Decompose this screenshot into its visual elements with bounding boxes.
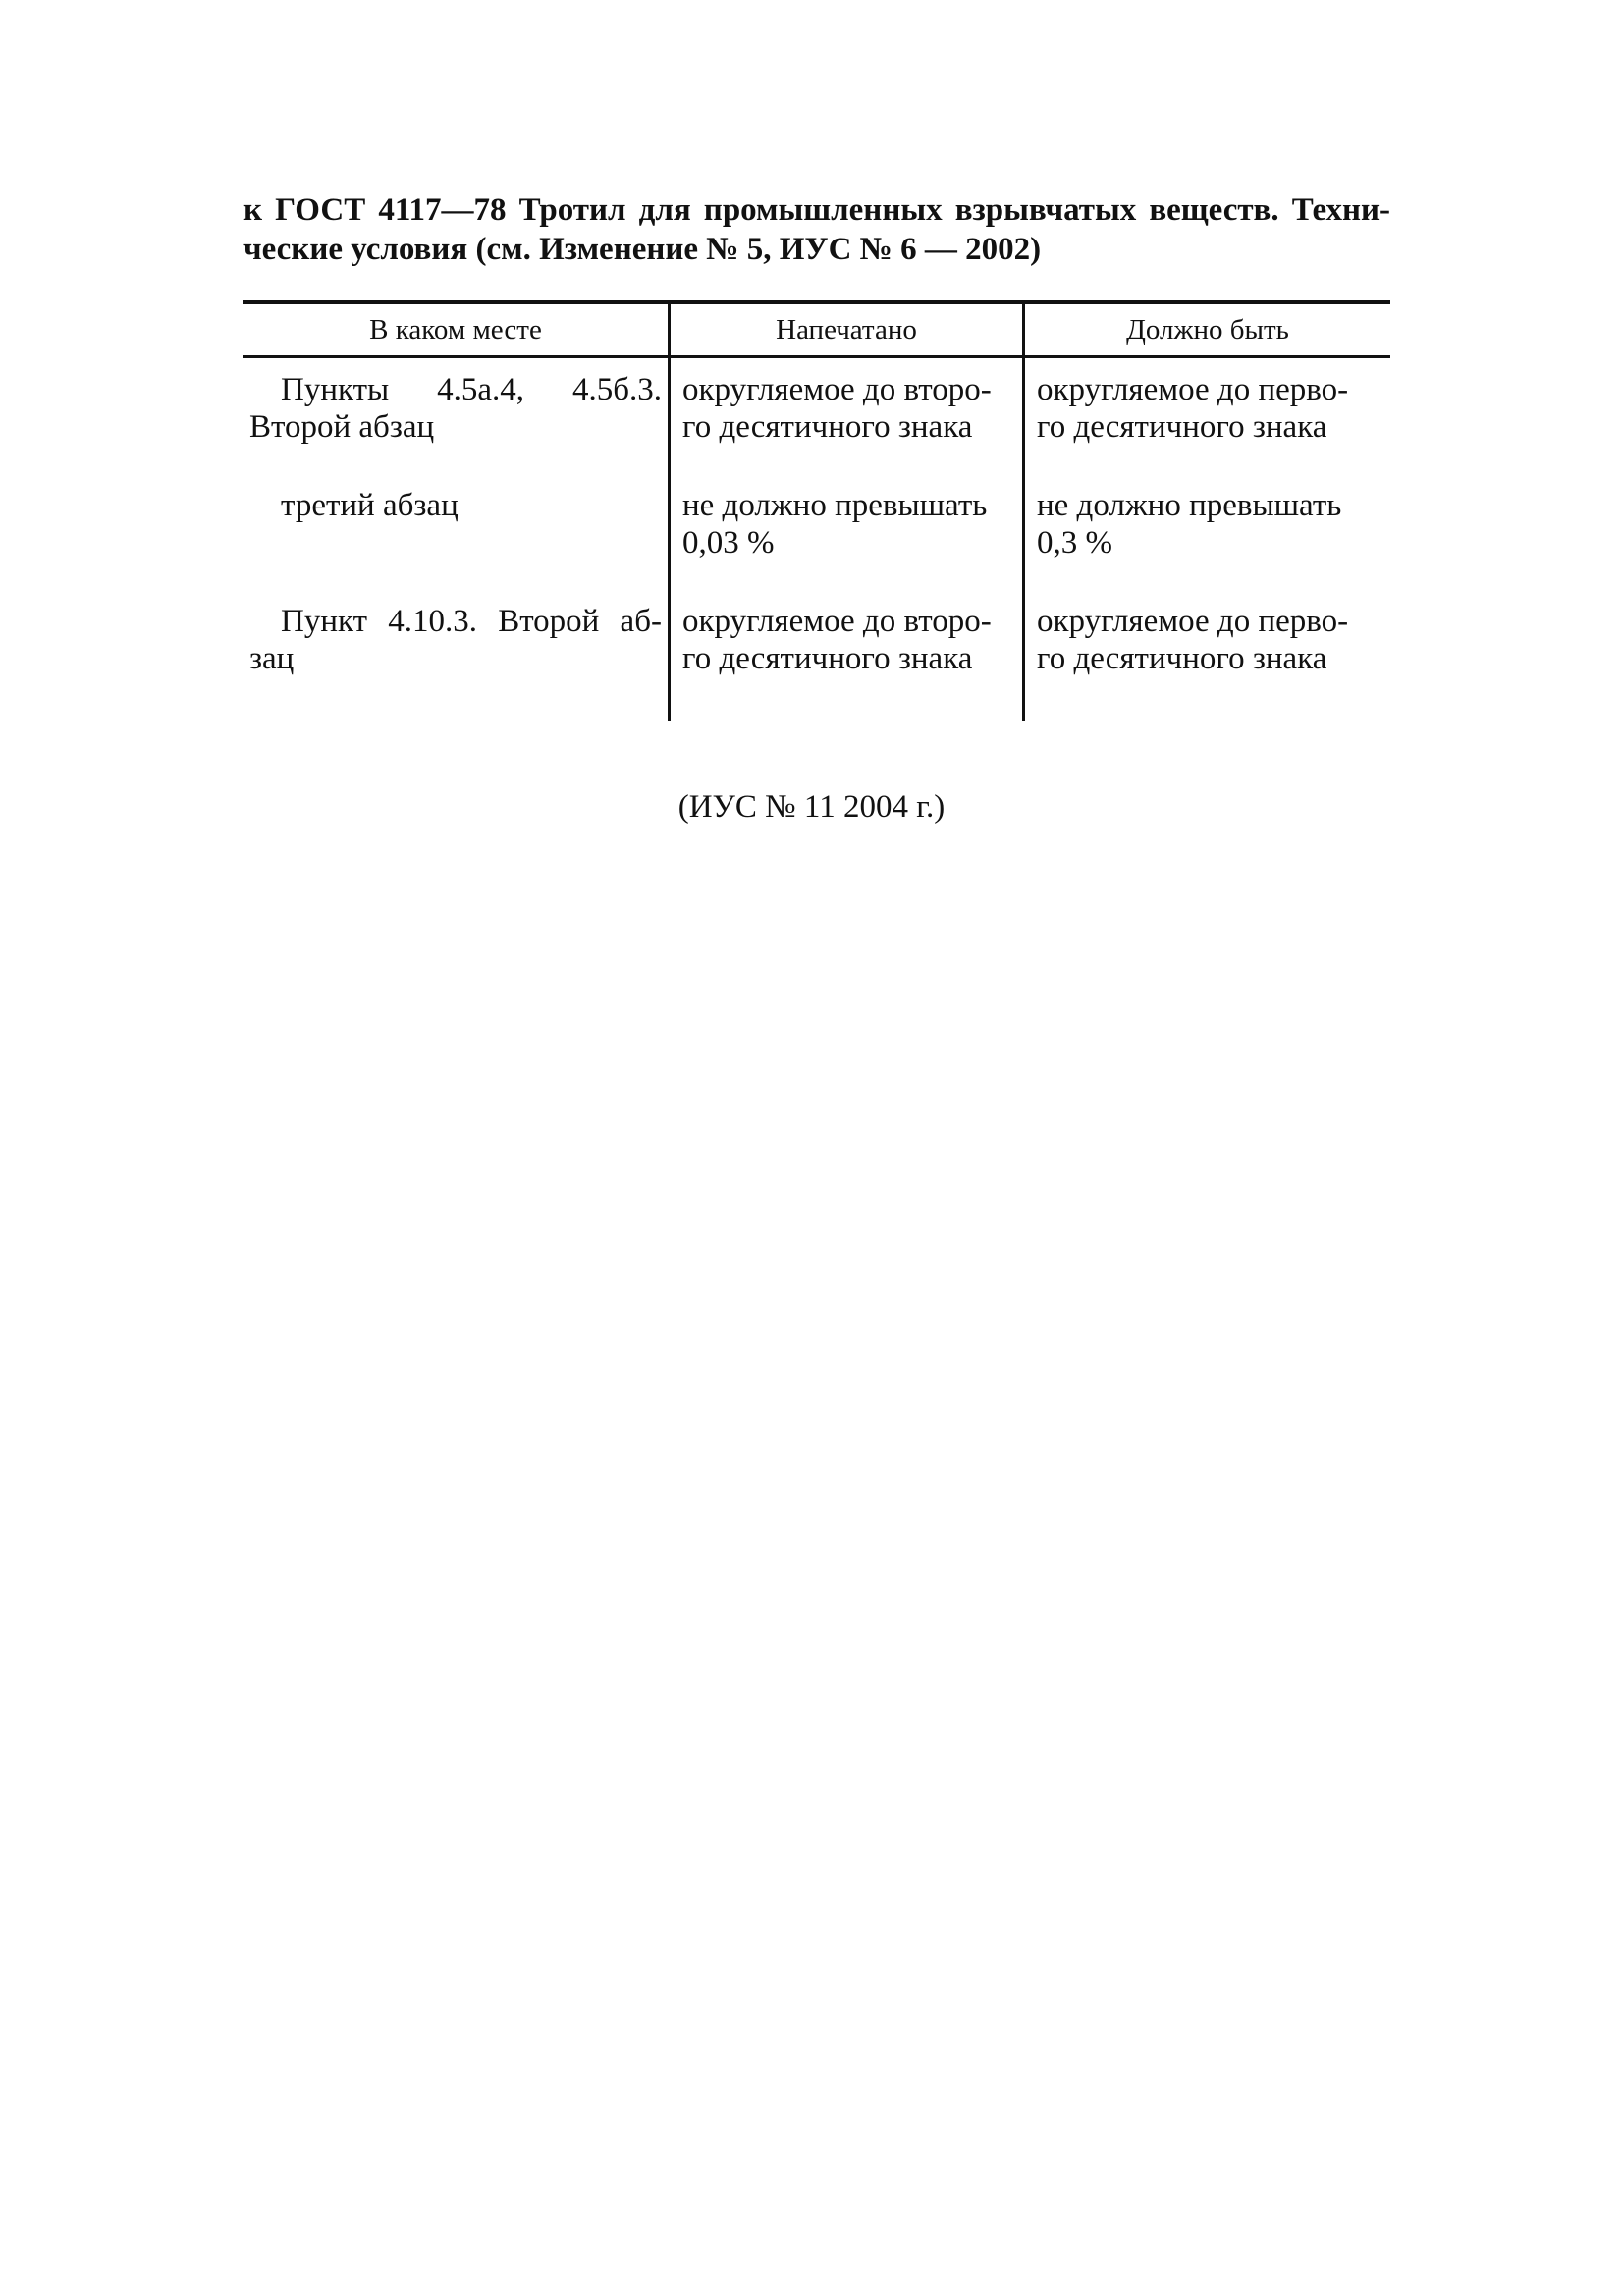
row-2-should-be xyxy=(1037,487,1390,561)
table-header-rule xyxy=(243,355,1390,358)
column-divider-2 xyxy=(1022,304,1025,721)
row-3-printed-line-2: го десятичного знака xyxy=(682,641,973,676)
row-2-place-line-1: третий абзац xyxy=(281,488,459,523)
row-1-printed xyxy=(682,371,1018,446)
row-1-should-be-line-2: го десятичного знака xyxy=(1037,409,1327,445)
row-3-place-line-2: зац xyxy=(249,641,295,676)
document-title xyxy=(243,190,1390,269)
row-1-printed-line-1: округляемое до второ- xyxy=(682,372,992,407)
row-3-should-be-line-1: округляемое до перво- xyxy=(1037,604,1349,639)
row-3-place xyxy=(249,603,662,677)
row-3-place-line-1: Пункт 4.10.3. Второй аб- xyxy=(281,604,662,639)
row-1-printed-line-2: го десятичного знака xyxy=(682,409,973,445)
row-1-place xyxy=(249,371,662,446)
column-divider-1 xyxy=(668,304,671,721)
table-top-rule xyxy=(243,300,1390,304)
header-place: В каком месте xyxy=(369,314,542,346)
row-3-should-be-line-2: го десятичного знака xyxy=(1037,641,1327,676)
row-2-should-be-line-2: 0,3 % xyxy=(1037,525,1112,561)
row-3-printed xyxy=(682,603,1018,677)
row-3-printed-line-1: округляемое до второ- xyxy=(682,604,992,639)
row-3-should-be xyxy=(1037,603,1390,677)
title-line-2: ческие условия (см. Изменение № 5, ИУС № 6 — 2002) xyxy=(243,232,1042,267)
header-printed: Напечатано xyxy=(776,314,917,346)
row-2-printed xyxy=(682,487,1018,561)
row-2-place xyxy=(249,487,662,524)
row-2-should-be-line-1: не должно превышать xyxy=(1037,488,1342,523)
row-2-printed-line-1: не должно превышать xyxy=(682,488,988,523)
amendment-table xyxy=(243,300,1390,721)
row-2-printed-line-2: 0,03 % xyxy=(682,525,775,561)
title-line-1: к ГОСТ 4117—78 Тротил для промышленных взрывчатых веществ. Техни- xyxy=(243,192,1390,228)
row-1-should-be xyxy=(1037,371,1390,446)
row-1-place-line-1: Пункты 4.5а.4, 4.5б.3. xyxy=(281,372,662,407)
header-should-be: Должно быть xyxy=(1126,314,1289,346)
row-1-should-be-line-1: округляемое до перво- xyxy=(1037,372,1349,407)
footer-reference: (ИУС № 11 2004 г.) xyxy=(677,789,946,825)
row-1-place-line-2: Второй абзац xyxy=(249,409,435,445)
